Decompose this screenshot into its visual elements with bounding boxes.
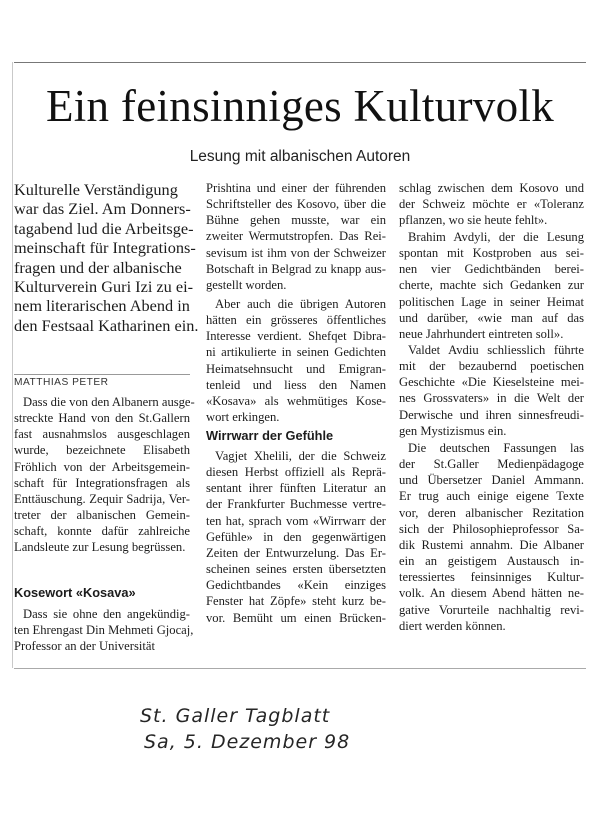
text-line: Heimatsehnsucht und Emigran- [206, 361, 386, 376]
text-line: sich der Philosophieprofessor Sa- [399, 521, 584, 536]
text-line: politischen Lage in seiner Heimat [399, 294, 584, 309]
text-line: volk. An diesem Abend hätten ne- [399, 586, 584, 601]
text-line: mit der bezaubernd poetischen [399, 359, 584, 374]
lead-line: meinschaft für Integrations- [14, 238, 196, 258]
text-line: diert werden können. [399, 618, 506, 633]
text-line: Fröhlich von der Arbeitsgemein- [14, 459, 190, 474]
text-line: vor, deren albanischer Rezitation [399, 505, 584, 520]
text-line: sevisum ist ihm von der Schweizer [206, 245, 386, 260]
text-line: ten hat, sprach vom «Wirrwarr der [206, 513, 386, 528]
lead-line: den Festsaal Katharinen ein. [14, 315, 199, 335]
text-line: dik Rustemi annahm. Die Albaner [399, 537, 584, 552]
top-rule [14, 62, 586, 63]
text-line: Brahim Avdyli, der die Lesung [408, 230, 584, 244]
text-line: Schriftsteller des Kosovo, über die [206, 197, 386, 212]
author-byline: MATTHIAS PETER [14, 377, 109, 388]
column-3-c [399, 342, 584, 439]
column-3-b [399, 229, 584, 342]
text-line: wort erkingen. [206, 410, 280, 425]
text-line: nen vier Gedichtbänden berei- [399, 262, 584, 277]
text-line: Enttäuschung. Zequir Sadrija, Ver- [14, 491, 190, 506]
text-line: «Kosava» als wehmütiges Kose- [206, 393, 386, 408]
text-line: schaft für Integrationsfragen als [14, 475, 190, 490]
subheadline: Lesung mit albanischen Autoren [189, 148, 411, 165]
text-line: Interesse verdient. Shefqet Dibra- [206, 329, 386, 344]
text-line: Vagjet Xhelili, der die Schweiz [215, 449, 386, 463]
text-line: der St.Galler Medienpädagoge [399, 457, 584, 472]
text-line: ein an geistigem Austausch in- [399, 554, 584, 569]
author-rule [14, 374, 190, 375]
text-line: ten Ehrengast Din Mehmeti Gjocaj, [14, 623, 194, 638]
text-line: Professor an der Universität [14, 639, 155, 654]
text-line: gen Mystizismus ein. [399, 423, 507, 438]
text-line: spontan mit Kostproben aus sei- [399, 246, 584, 261]
text-line: vor. Bemüht um einen Brücken- [206, 610, 386, 625]
handwritten-line-date: Sa, 5. Dezember 98 [144, 731, 351, 753]
text-line: streckte Hand von den St.Gallern [14, 411, 190, 426]
text-line: Fenster hat Zöpfe» steht kurz be- [206, 594, 386, 609]
lead-line: Kulturelle Verständigung [14, 180, 178, 199]
column-1-body [14, 394, 195, 556]
text-line: Dass sie ohne den angekündig- [23, 607, 190, 621]
text-line: Valdet Avdiu schliesslich führte [408, 343, 584, 357]
text-line: Die deutschen Fassungen las [408, 441, 584, 455]
text-line: Botschaft in Belgrad zu knapp aus- [206, 261, 386, 276]
text-line: Aber auch die übrigen Autoren [215, 297, 386, 311]
text-line: der Frankfurter Buchmesse vertre- [206, 497, 386, 512]
text-line: und Übersetzer Daniel Ammann. [399, 473, 584, 488]
text-line: ni artikulierte in seinen Gedichten [206, 345, 386, 360]
text-line: Gefühle» in den gegenwärtigen [206, 529, 386, 544]
text-line: Bühne gehen musste, war ein [206, 213, 386, 228]
text-line: Geschichte «Die Kieselsteine mei- [399, 375, 584, 390]
subhead-wirrwarr: Wirrwarr der Gefühle [206, 428, 334, 443]
lead-line: Kulturverein Guri Izi zu ei- [14, 277, 194, 297]
text-line: teressiertes feinsinniges Kultur- [399, 570, 584, 585]
text-line: tenleid und liess den Namen [206, 377, 386, 392]
column-2-top [206, 180, 386, 293]
column-3-a [399, 180, 584, 228]
text-line: fast ausnahmslos ausgeschlagen [14, 427, 190, 442]
text-line: Gedichtbandes «Kein einziges [206, 578, 386, 593]
lead-line: war das Ziel. Am Donners- [14, 199, 191, 219]
lead-paragraph [14, 180, 199, 335]
lead-line: nem literarischen Abend in [14, 296, 190, 316]
text-line: gative Vorurteile nachhaltig revi- [399, 602, 584, 617]
handwritten-line-newspaper: St. Galler Tagblatt [140, 705, 331, 727]
text-line: wurde, bezeichnete Elisabeth [14, 443, 190, 458]
text-line: neue Jahrhundert eintreten soll». [399, 326, 564, 341]
text-line: schlag zwischen dem Kosovo und [399, 181, 584, 195]
lead-line: tagabend lud die Arbeitsge- [14, 218, 194, 238]
text-line: hätten ein grösseres öffentliches [206, 313, 386, 328]
column-1-continued [14, 606, 194, 654]
text-line: Dass die von den Albanern ausge- [23, 395, 195, 409]
text-line: cherte, machte sich Gedanken zur [399, 278, 584, 293]
text-line: Landsleute zur Lesung begrüssen. [14, 540, 186, 555]
handwritten-source-note [140, 703, 440, 755]
text-line: schaft, konnte dafür zahlreiche [14, 524, 190, 539]
subhead-kosewort: Kosewort «Kosava» [14, 585, 136, 600]
text-line: zweiter Wermutstropfen. Das Rei- [206, 229, 386, 244]
text-line: diesen Herbst offiziell als Reprä- [206, 465, 386, 480]
text-line: nes Grossvaters» in die Welt der [399, 391, 584, 406]
text-line: Zeiten der Entwurzelung. Das Er- [206, 545, 386, 560]
text-line: Prishtina und einer der führenden [206, 181, 386, 195]
text-line: Er trug auch einige eigene Texte [399, 489, 584, 504]
text-line: und darüber, «wie man auf das [399, 310, 584, 325]
text-line: treter der albanischen Gemein- [14, 508, 190, 523]
clipping-bottom-edge [14, 668, 586, 669]
text-line: scheinen seines ersten übersetzten [206, 562, 386, 577]
headline: Ein feinsinniges Kulturvolk [45, 81, 555, 131]
text-line: pflanzen, wo sie heute fehlt». [399, 213, 548, 228]
text-line: der Schweiz möchte er «Toleranz [399, 197, 584, 212]
text-line: Derwische und ihren sinnesfreudi- [399, 407, 584, 422]
lead-line: fragen und der albanische [14, 257, 182, 277]
column-2-bottom [206, 448, 386, 626]
column-2-middle [206, 296, 386, 425]
column-3-d [399, 440, 584, 634]
text-line: gestellt worden. [206, 277, 287, 292]
text-line: sentant ihrer fünften Literatur an [206, 481, 386, 496]
